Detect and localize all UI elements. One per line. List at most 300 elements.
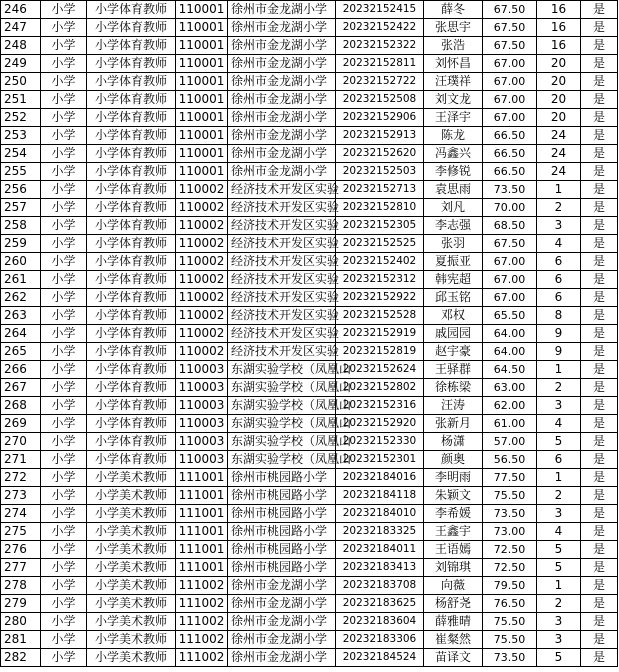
cell-name: 冯鑫兴 [424,145,483,163]
cell-name: 汪璞祥 [424,73,483,91]
table-row [1,415,618,433]
cell-stage: 小学 [41,523,87,541]
cell-school: 经济技术开发区实验 [228,343,336,361]
table-row [1,19,618,37]
cell-rank: 6 [537,451,581,469]
cell-position-code: 110001 [176,55,228,73]
cell-row-number: 264 [1,325,41,343]
cell-name: 刘怀昌 [424,55,483,73]
cell-position: 小学美术教师 [87,613,176,631]
cell-exam-id: 20232152722 [336,73,424,91]
cell-row-number: 255 [1,163,41,181]
cell-stage: 小学 [41,19,87,37]
cell-rank: 3 [537,631,581,649]
cell-stage: 小学 [41,235,87,253]
cell-stage: 小学 [41,397,87,415]
cell-stage: 小学 [41,451,87,469]
cell-score: 66.50 [483,163,537,181]
cell-row-number: 272 [1,469,41,487]
cell-position: 小学体育教师 [87,181,176,199]
cell-exam-id: 20232152422 [336,19,424,37]
cell-name: 张新月 [424,415,483,433]
cell-score: 79.50 [483,577,537,595]
table-row [1,289,618,307]
cell-qualified: 是 [581,73,618,91]
table-row [1,91,618,109]
cell-position-code: 110001 [176,163,228,181]
cell-position-code: 110001 [176,145,228,163]
cell-name: 邱玉铭 [424,289,483,307]
cell-school: 经济技术开发区实验 [228,235,336,253]
cell-stage: 小学 [41,595,87,613]
cell-stage: 小学 [41,433,87,451]
cell-school: 徐州市金龙湖小学 [228,19,336,37]
table-row [1,541,618,559]
cell-score: 67.50 [483,19,537,37]
cell-stage: 小学 [41,307,87,325]
cell-name: 袁思雨 [424,181,483,199]
cell-position: 小学体育教师 [87,271,176,289]
cell-rank: 20 [537,109,581,127]
cell-position: 小学体育教师 [87,55,176,73]
cell-name: 薛冬 [424,1,483,19]
cell-exam-id: 20232183625 [336,595,424,613]
cell-position-code: 110003 [176,361,228,379]
cell-school: 徐州市金龙湖小学 [228,109,336,127]
table-row [1,649,618,667]
cell-exam-id: 20232184011 [336,541,424,559]
cell-rank: 2 [537,199,581,217]
cell-row-number: 258 [1,217,41,235]
cell-score: 73.50 [483,181,537,199]
cell-rank: 2 [537,379,581,397]
cell-school: 徐州市金龙湖小学 [228,631,336,649]
cell-school: 经济技术开发区实验 [228,181,336,199]
cell-exam-id: 20232152503 [336,163,424,181]
cell-score: 72.50 [483,559,537,577]
cell-position: 小学美术教师 [87,487,176,505]
cell-row-number: 276 [1,541,41,559]
cell-stage: 小学 [41,145,87,163]
cell-stage: 小学 [41,379,87,397]
cell-stage: 小学 [41,559,87,577]
cell-rank: 9 [537,325,581,343]
cell-row-number: 249 [1,55,41,73]
cell-qualified: 是 [581,19,618,37]
cell-name: 王语嫣 [424,541,483,559]
cell-position-code: 110002 [176,343,228,361]
cell-exam-id: 20232152316 [336,397,424,415]
cell-position: 小学体育教师 [87,19,176,37]
cell-position-code: 110002 [176,325,228,343]
table-row [1,361,618,379]
cell-school: 徐州市金龙湖小学 [228,91,336,109]
cell-school: 东湖实验学校（凤凰山 [228,415,336,433]
cell-name: 徐栋梁 [424,379,483,397]
cell-name: 韩宪超 [424,271,483,289]
cell-rank: 4 [537,235,581,253]
cell-exam-id: 20232152810 [336,199,424,217]
cell-rank: 1 [537,361,581,379]
cell-score: 73.00 [483,523,537,541]
cell-stage: 小学 [41,289,87,307]
cell-exam-id: 20232152713 [336,181,424,199]
cell-exam-id: 20232184016 [336,469,424,487]
cell-score: 67.50 [483,37,537,55]
cell-qualified: 是 [581,559,618,577]
cell-school: 徐州市金龙湖小学 [228,127,336,145]
cell-stage: 小学 [41,577,87,595]
cell-school: 徐州市桃园路小学 [228,541,336,559]
cell-score: 70.00 [483,199,537,217]
table-row [1,487,618,505]
cell-name: 陈龙 [424,127,483,145]
cell-stage: 小学 [41,181,87,199]
cell-score: 67.00 [483,73,537,91]
cell-name: 刘文龙 [424,91,483,109]
cell-name: 向薇 [424,577,483,595]
cell-school: 经济技术开发区实验 [228,307,336,325]
cell-school: 东湖实验学校（凤凰山 [228,361,336,379]
cell-exam-id: 20232152301 [336,451,424,469]
table-row [1,145,618,163]
cell-position-code: 110001 [176,37,228,55]
cell-rank: 1 [537,577,581,595]
cell-row-number: 266 [1,361,41,379]
table-row [1,37,618,55]
cell-qualified: 是 [581,109,618,127]
cell-row-number: 270 [1,433,41,451]
cell-stage: 小学 [41,37,87,55]
cell-position-code: 111002 [176,649,228,667]
cell-rank: 1 [537,181,581,199]
cell-school: 东湖实验学校（凤凰山 [228,433,336,451]
results-table-body [1,1,618,667]
cell-score: 62.00 [483,397,537,415]
cell-school: 徐州市金龙湖小学 [228,649,336,667]
cell-rank: 16 [537,1,581,19]
cell-rank: 9 [537,343,581,361]
cell-score: 64.00 [483,343,537,361]
cell-name: 薛雅晴 [424,613,483,631]
cell-qualified: 是 [581,649,618,667]
cell-score: 63.00 [483,379,537,397]
cell-row-number: 246 [1,1,41,19]
cell-stage: 小学 [41,127,87,145]
cell-exam-id: 20232183325 [336,523,424,541]
cell-name: 刘锦琪 [424,559,483,577]
cell-qualified: 是 [581,379,618,397]
cell-position: 小学美术教师 [87,541,176,559]
cell-rank: 4 [537,523,581,541]
cell-row-number: 256 [1,181,41,199]
cell-qualified: 是 [581,487,618,505]
cell-name: 夏振亚 [424,253,483,271]
cell-rank: 16 [537,37,581,55]
cell-stage: 小学 [41,649,87,667]
cell-qualified: 是 [581,55,618,73]
cell-rank: 20 [537,73,581,91]
table-row [1,595,618,613]
cell-rank: 5 [537,649,581,667]
cell-position: 小学美术教师 [87,577,176,595]
cell-exam-id: 20232152330 [336,433,424,451]
cell-qualified: 是 [581,505,618,523]
cell-score: 75.50 [483,613,537,631]
cell-position: 小学体育教师 [87,145,176,163]
cell-position-code: 110001 [176,73,228,91]
cell-row-number: 268 [1,397,41,415]
cell-name: 邓权 [424,307,483,325]
cell-score: 65.50 [483,307,537,325]
cell-qualified: 是 [581,289,618,307]
cell-exam-id: 20232152402 [336,253,424,271]
table-row [1,217,618,235]
cell-stage: 小学 [41,343,87,361]
cell-rank: 8 [537,307,581,325]
cell-row-number: 281 [1,631,41,649]
cell-qualified: 是 [581,217,618,235]
cell-name: 李希媛 [424,505,483,523]
cell-score: 76.50 [483,595,537,613]
table-row [1,73,618,91]
cell-exam-id: 20232183604 [336,613,424,631]
cell-row-number: 269 [1,415,41,433]
cell-row-number: 257 [1,199,41,217]
cell-position-code: 110002 [176,289,228,307]
cell-exam-id: 20232152525 [336,235,424,253]
cell-position: 小学体育教师 [87,163,176,181]
cell-exam-id: 20232152508 [336,91,424,109]
cell-score: 64.50 [483,361,537,379]
cell-stage: 小学 [41,361,87,379]
cell-exam-id: 20232152819 [336,343,424,361]
cell-school: 徐州市桃园路小学 [228,469,336,487]
cell-exam-id: 20232184010 [336,505,424,523]
cell-rank: 20 [537,91,581,109]
cell-score: 67.50 [483,235,537,253]
cell-score: 75.50 [483,487,537,505]
cell-name: 张羽 [424,235,483,253]
cell-row-number: 274 [1,505,41,523]
cell-position-code: 111001 [176,487,228,505]
cell-school: 徐州市金龙湖小学 [228,577,336,595]
cell-qualified: 是 [581,181,618,199]
cell-score: 67.00 [483,253,537,271]
cell-school: 徐州市桃园路小学 [228,487,336,505]
cell-rank: 2 [537,487,581,505]
cell-position-code: 110003 [176,451,228,469]
cell-qualified: 是 [581,199,618,217]
cell-school: 东湖实验学校（凤凰山 [228,451,336,469]
cell-rank: 2 [537,595,581,613]
cell-qualified: 是 [581,325,618,343]
cell-name: 李明雨 [424,469,483,487]
cell-qualified: 是 [581,595,618,613]
cell-row-number: 278 [1,577,41,595]
cell-stage: 小学 [41,1,87,19]
cell-score: 67.00 [483,289,537,307]
cell-position: 小学体育教师 [87,217,176,235]
cell-row-number: 251 [1,91,41,109]
table-row [1,253,618,271]
cell-exam-id: 20232184118 [336,487,424,505]
cell-school: 经济技术开发区实验 [228,271,336,289]
cell-score: 64.00 [483,325,537,343]
cell-position-code: 110002 [176,235,228,253]
cell-school: 东湖实验学校（凤凰山 [228,379,336,397]
cell-name: 戚园园 [424,325,483,343]
cell-row-number: 282 [1,649,41,667]
cell-name: 汪涛 [424,397,483,415]
cell-qualified: 是 [581,469,618,487]
cell-score: 73.50 [483,649,537,667]
cell-exam-id: 20232152906 [336,109,424,127]
cell-score: 72.50 [483,541,537,559]
cell-position: 小学体育教师 [87,73,176,91]
cell-position: 小学美术教师 [87,559,176,577]
cell-position: 小学体育教师 [87,343,176,361]
cell-position: 小学体育教师 [87,397,176,415]
table-row [1,379,618,397]
table-row [1,451,618,469]
cell-rank: 1 [537,469,581,487]
cell-position-code: 110002 [176,181,228,199]
table-row [1,1,618,19]
cell-qualified: 是 [581,307,618,325]
cell-rank: 20 [537,55,581,73]
cell-row-number: 252 [1,109,41,127]
cell-position-code: 110001 [176,19,228,37]
cell-exam-id: 20232152624 [336,361,424,379]
cell-stage: 小学 [41,163,87,181]
cell-position: 小学体育教师 [87,415,176,433]
table-row [1,55,618,73]
cell-row-number: 279 [1,595,41,613]
table-row [1,325,618,343]
cell-stage: 小学 [41,631,87,649]
cell-position: 小学体育教师 [87,199,176,217]
cell-score: 57.00 [483,433,537,451]
cell-row-number: 263 [1,307,41,325]
cell-rank: 5 [537,541,581,559]
cell-row-number: 254 [1,145,41,163]
cell-exam-id: 20232152922 [336,289,424,307]
cell-rank: 3 [537,505,581,523]
cell-name: 颜奥 [424,451,483,469]
table-row [1,559,618,577]
cell-name: 刘凡 [424,199,483,217]
cell-school: 经济技术开发区实验 [228,199,336,217]
cell-name: 李修锐 [424,163,483,181]
table-row [1,181,618,199]
cell-position: 小学体育教师 [87,451,176,469]
table-row [1,469,618,487]
cell-position: 小学体育教师 [87,289,176,307]
cell-name: 王泽宇 [424,109,483,127]
cell-school: 徐州市桃园路小学 [228,559,336,577]
cell-score: 67.00 [483,55,537,73]
cell-stage: 小学 [41,415,87,433]
table-row [1,109,618,127]
cell-position-code: 111002 [176,595,228,613]
cell-rank: 3 [537,613,581,631]
cell-school: 徐州市金龙湖小学 [228,163,336,181]
cell-exam-id: 20232152305 [336,217,424,235]
cell-exam-id: 20232152528 [336,307,424,325]
cell-position-code: 111001 [176,523,228,541]
cell-position-code: 111001 [176,559,228,577]
cell-row-number: 275 [1,523,41,541]
cell-position-code: 111002 [176,577,228,595]
cell-qualified: 是 [581,361,618,379]
cell-position-code: 110003 [176,397,228,415]
cell-row-number: 250 [1,73,41,91]
cell-qualified: 是 [581,235,618,253]
cell-exam-id: 20232152312 [336,271,424,289]
cell-rank: 6 [537,289,581,307]
cell-rank: 24 [537,127,581,145]
cell-stage: 小学 [41,613,87,631]
cell-row-number: 265 [1,343,41,361]
cell-stage: 小学 [41,271,87,289]
cell-qualified: 是 [581,541,618,559]
cell-stage: 小学 [41,55,87,73]
cell-row-number: 248 [1,37,41,55]
cell-exam-id: 20232183306 [336,631,424,649]
cell-rank: 5 [537,559,581,577]
cell-position: 小学美术教师 [87,649,176,667]
cell-name: 赵宇豪 [424,343,483,361]
cell-position-code: 110003 [176,433,228,451]
cell-position: 小学体育教师 [87,235,176,253]
cell-row-number: 253 [1,127,41,145]
cell-rank: 4 [537,415,581,433]
cell-position: 小学美术教师 [87,523,176,541]
cell-qualified: 是 [581,613,618,631]
table-row [1,271,618,289]
cell-school: 徐州市金龙湖小学 [228,595,336,613]
cell-score: 67.50 [483,1,537,19]
cell-stage: 小学 [41,469,87,487]
cell-school: 经济技术开发区实验 [228,325,336,343]
cell-position-code: 110001 [176,91,228,109]
cell-row-number: 280 [1,613,41,631]
cell-rank: 24 [537,163,581,181]
cell-school: 徐州市桃园路小学 [228,505,336,523]
cell-exam-id: 20232152415 [336,1,424,19]
cell-position-code: 111002 [176,613,228,631]
cell-position-code: 111001 [176,541,228,559]
cell-name: 苗译文 [424,649,483,667]
cell-score: 66.50 [483,145,537,163]
cell-qualified: 是 [581,1,618,19]
cell-position: 小学美术教师 [87,595,176,613]
cell-exam-id: 20232184524 [336,649,424,667]
cell-score: 67.00 [483,271,537,289]
cell-score: 77.50 [483,469,537,487]
table-row [1,523,618,541]
cell-school: 徐州市金龙湖小学 [228,1,336,19]
cell-position-code: 110002 [176,307,228,325]
cell-score: 75.50 [483,631,537,649]
cell-qualified: 是 [581,271,618,289]
table-row [1,577,618,595]
cell-row-number: 273 [1,487,41,505]
cell-qualified: 是 [581,451,618,469]
table-row [1,343,618,361]
cell-row-number: 262 [1,289,41,307]
